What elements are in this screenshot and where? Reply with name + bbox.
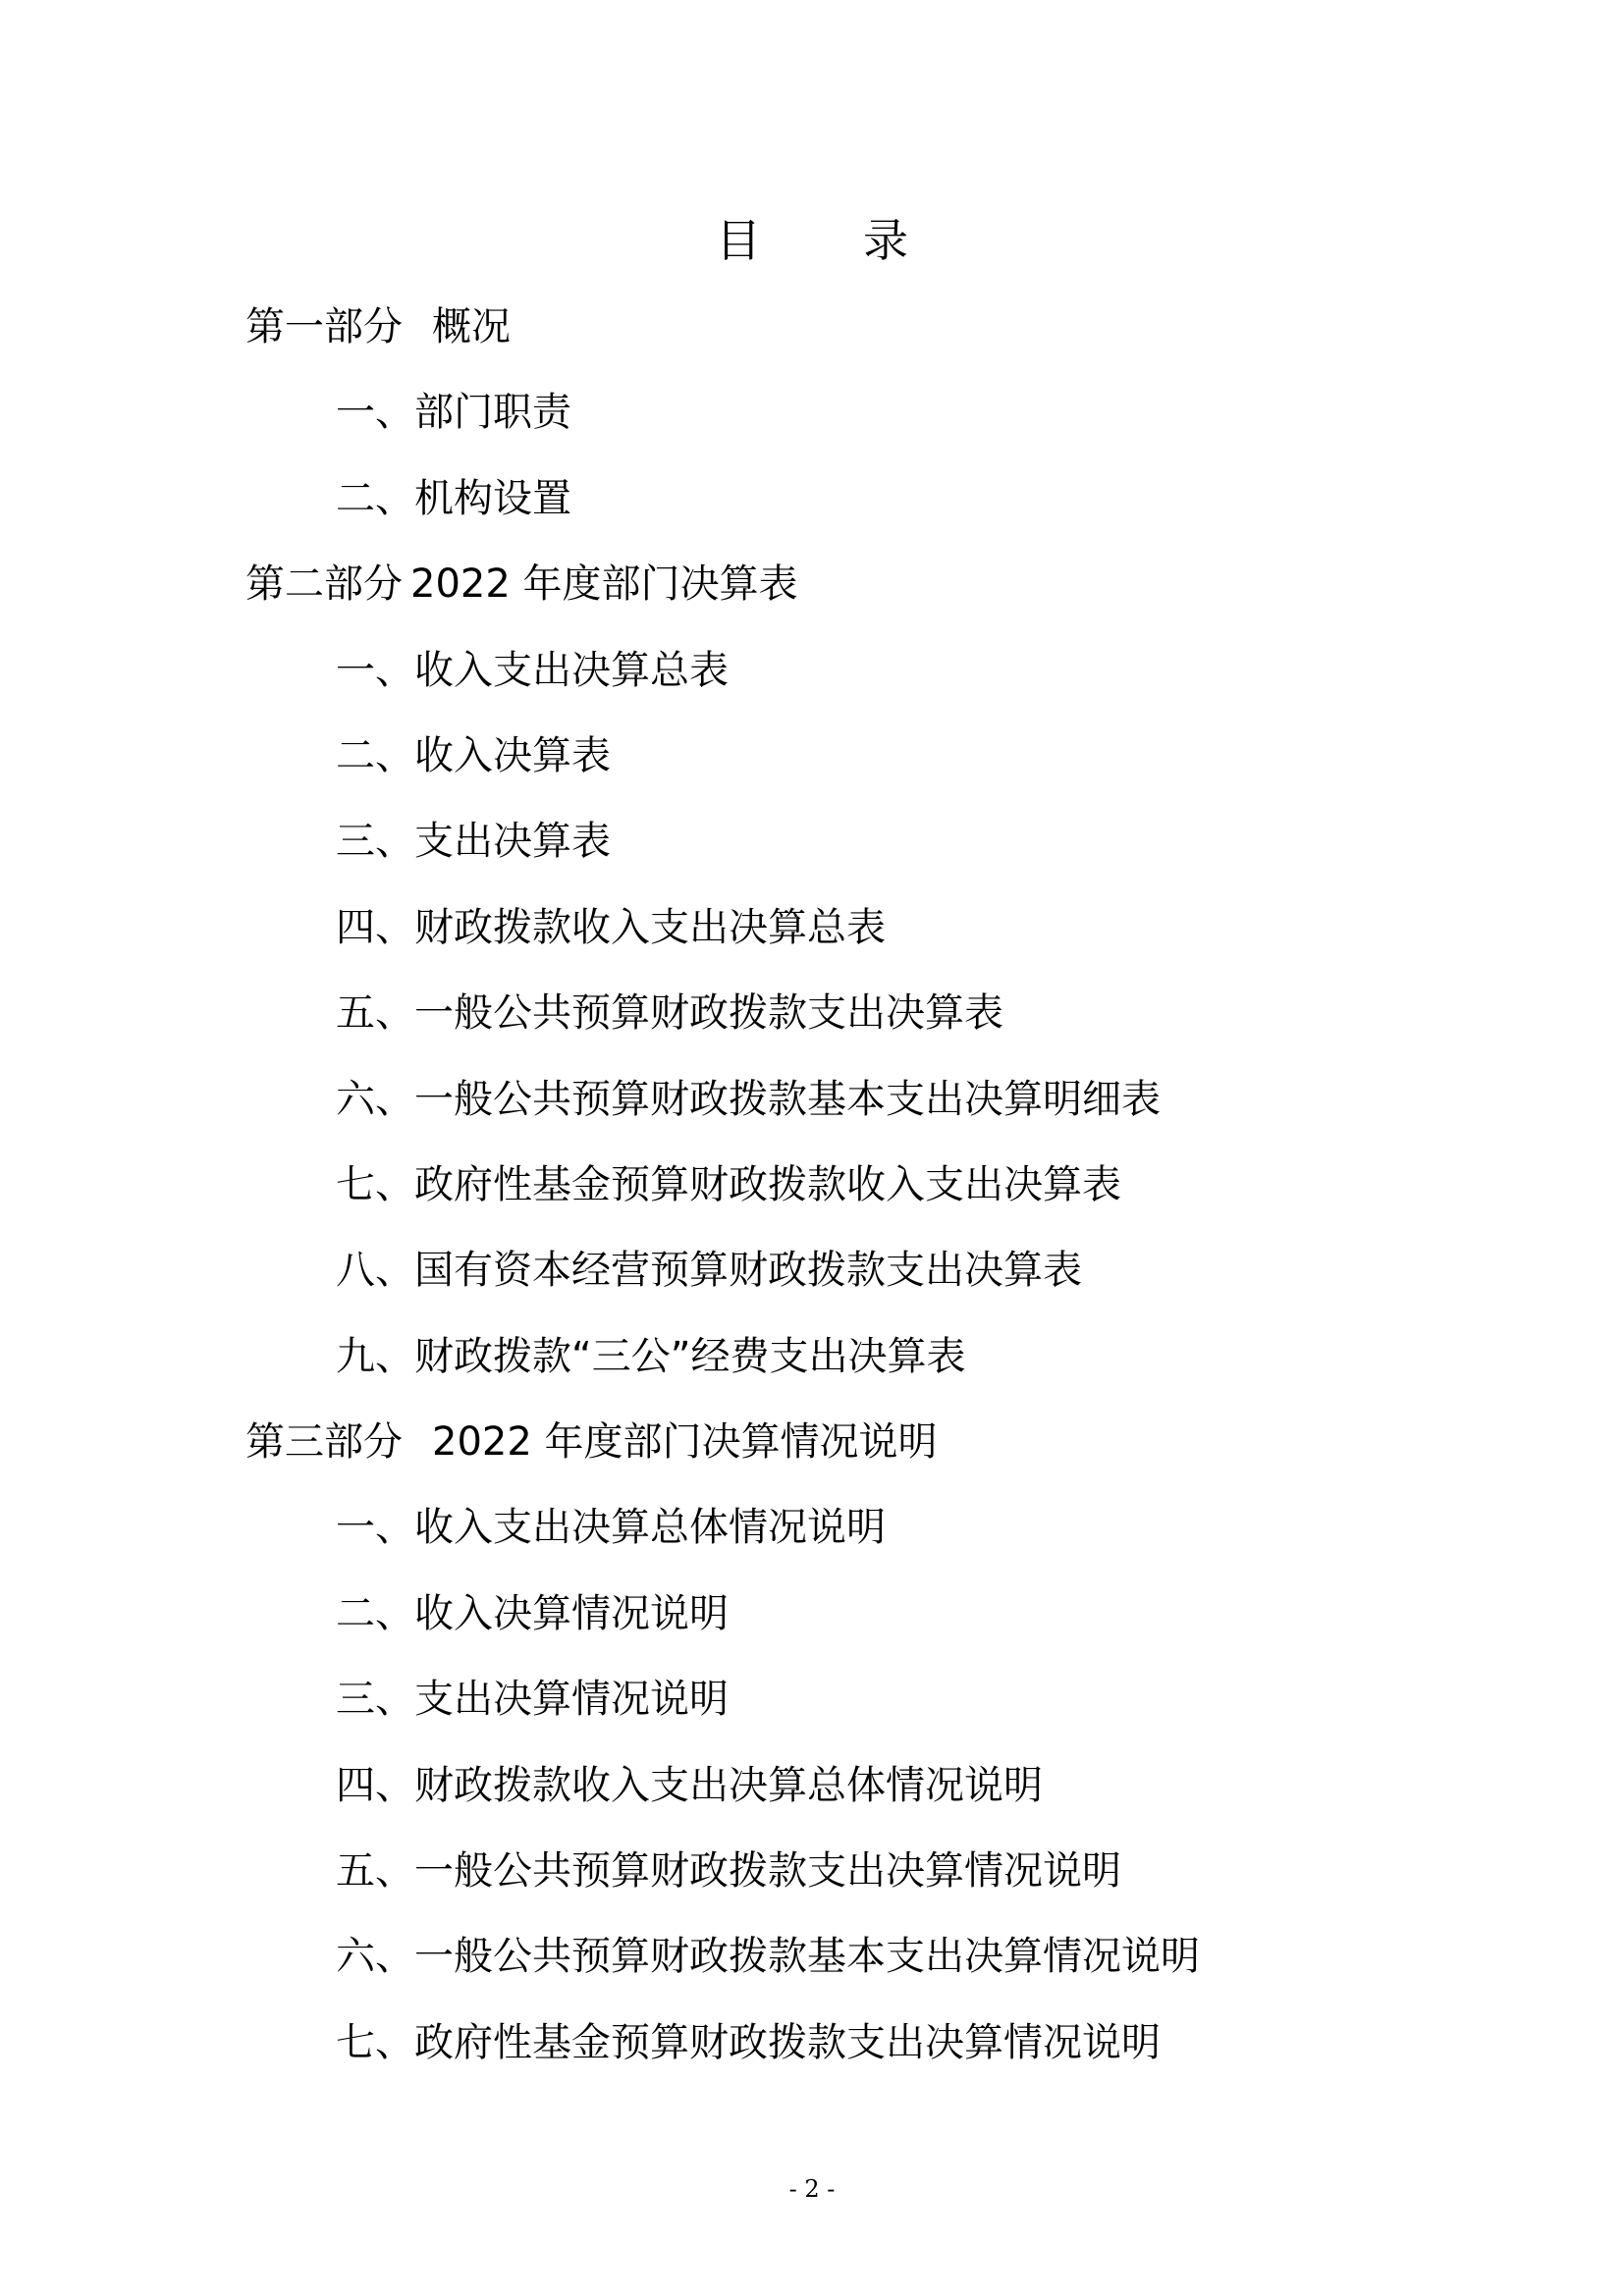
toc-title <box>0 206 1624 275</box>
toc-item[interactable]: 四、财政拨款收入支出决算总表 <box>336 904 886 950</box>
toc-item[interactable]: 六、一般公共预算财政拨款基本支出决算情况说明 <box>336 1934 1200 1980</box>
toc-part-title: 2022 年度部门决算表 <box>410 561 798 608</box>
toc-part-label: 第二部分 <box>245 561 403 608</box>
toc-item[interactable]: 六、一般公共预算财政拨款基本支出决算明细表 <box>336 1076 1161 1122</box>
table-of-contents <box>245 285 1424 2086</box>
toc-part-2[interactable] <box>245 542 1424 627</box>
toc-item[interactable]: 一、收入支出决算总体情况说明 <box>336 1505 886 1551</box>
toc-item[interactable]: 五、一般公共预算财政拨款支出决算情况说明 <box>336 1848 1121 1895</box>
toc-item[interactable]: 一、收入支出决算总表 <box>336 647 729 693</box>
toc-part-label: 第三部分 <box>245 1419 403 1466</box>
toc-part-title: 2022 年度部门决算情况说明 <box>432 1419 938 1466</box>
toc-part-title: 概况 <box>432 304 511 349</box>
toc-part-label: 第一部分 <box>245 304 403 349</box>
toc-item[interactable]: 二、机构设置 <box>336 475 571 521</box>
toc-item[interactable]: 八、国有资本经营预算财政拨款支出决算表 <box>336 1248 1082 1294</box>
toc-item[interactable]: 二、收入决算表 <box>336 732 611 778</box>
toc-item[interactable]: 三、支出决算表 <box>336 819 611 865</box>
toc-item[interactable]: 四、财政拨款收入支出决算总体情况说明 <box>336 1762 1043 1808</box>
toc-part-1[interactable] <box>245 285 1424 370</box>
toc-item[interactable]: 七、政府性基金预算财政拨款收入支出决算表 <box>336 1161 1121 1207</box>
toc-part-3[interactable] <box>245 1400 1424 1485</box>
toc-item[interactable]: 五、一般公共预算财政拨款支出决算表 <box>336 990 1003 1037</box>
toc-item[interactable]: 二、收入决算情况说明 <box>336 1590 729 1636</box>
toc-item[interactable]: 一、部门职责 <box>336 390 571 436</box>
toc-title-char-2: 录 <box>863 214 908 267</box>
toc-item[interactable]: 三、支出决算情况说明 <box>336 1677 729 1723</box>
toc-title-char-1: 目 <box>716 214 761 267</box>
page-number: - 2 - <box>788 2175 836 2203</box>
toc-item[interactable]: 七、政府性基金预算财政拨款支出决算情况说明 <box>336 2019 1161 2065</box>
toc-item[interactable]: 九、财政拨款“三公”经费支出决算表 <box>336 1333 966 1379</box>
